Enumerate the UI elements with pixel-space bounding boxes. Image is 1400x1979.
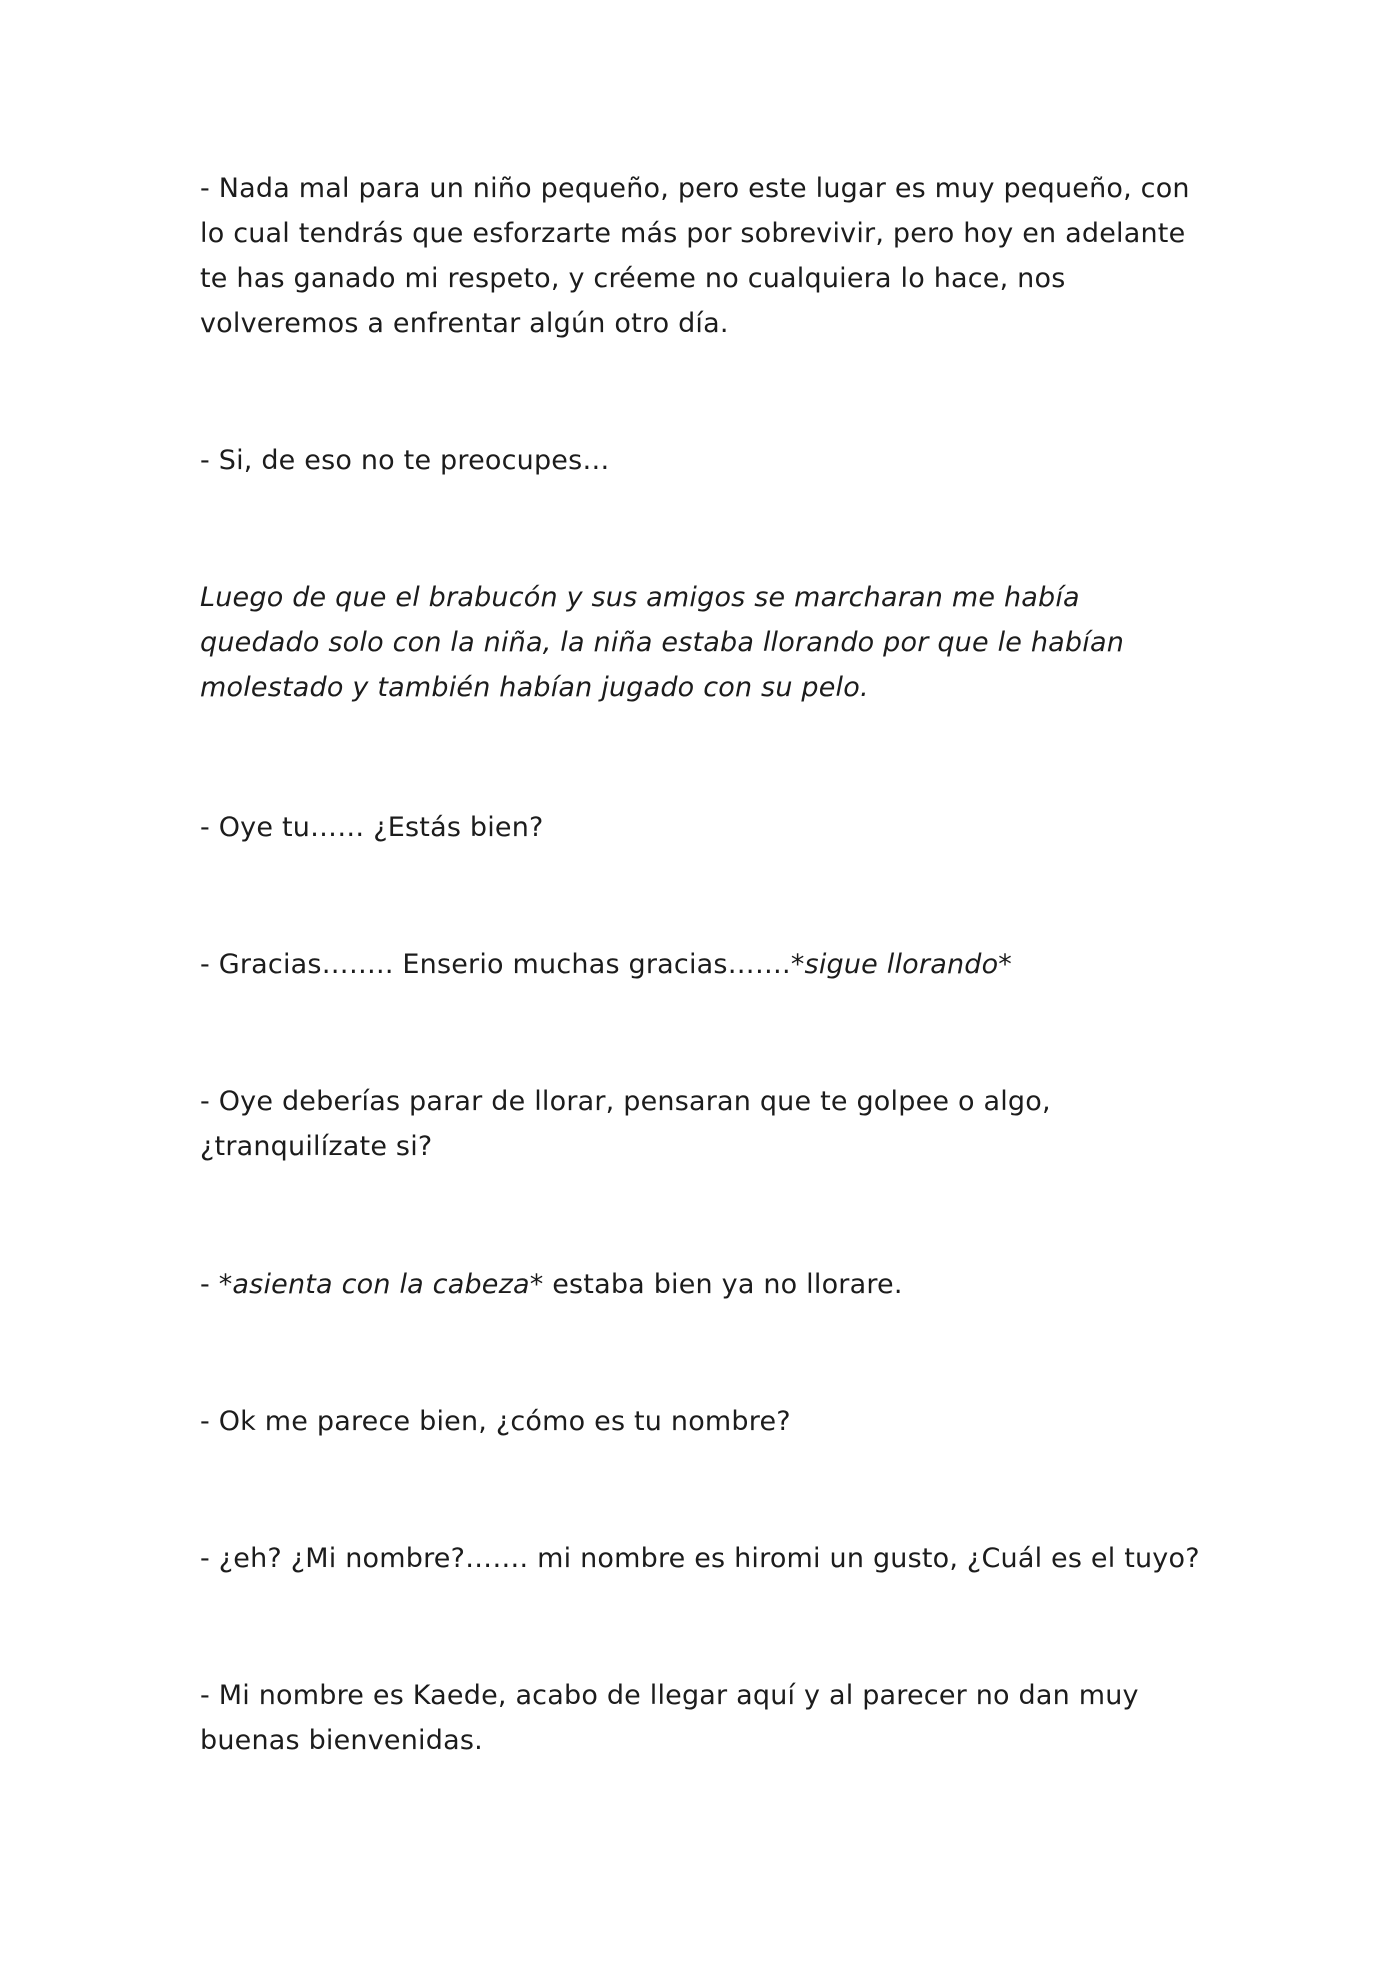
dialogue-text: - Gracias…….. Enserio muchas gracias…….: [200, 949, 791, 980]
dialogue-text: - Si, de eso no te preocupes…: [200, 445, 610, 476]
narration-text: Luego de que el brabucón y sus amigos se marcharan me había quedado solo con la niña, la niña estaba llorando por que le habían molestado y también habían jugado con su pelo.: [200, 582, 1125, 703]
dialogue-text: - Oye deberías parar de llorar, pensaran que te golpee o algo, ¿tranquilízate si?: [200, 1086, 1051, 1162]
stage-direction: *sigue llorando*: [790, 949, 1013, 980]
narration-paragraph: [200, 575, 1200, 710]
dialogue-text: estaba bien ya no llorare.: [543, 1269, 903, 1300]
stage-direction: *asienta con la cabeza*: [218, 1269, 544, 1300]
dialogue-paragraph-1: [200, 166, 1200, 346]
dialogue-text: - Oye tu…… ¿Estás bien?: [200, 812, 544, 843]
dialogue-text: - Ok me parece bien, ¿cómo es tu nombre?: [200, 1406, 791, 1437]
dialogue-paragraph-6: [200, 1262, 1200, 1307]
dialogue-paragraph-2: [200, 438, 1200, 483]
dialogue-paragraph-5: [200, 1079, 1200, 1169]
dialogue-text: - Mi nombre es Kaede, acabo de llegar aquí y al parecer no dan muy buenas bienvenidas.: [200, 1680, 1139, 1756]
dialogue-paragraph-9: [200, 1673, 1200, 1763]
dialogue-paragraph-7: [200, 1399, 1200, 1444]
dialogue-paragraph-8: [200, 1536, 1200, 1581]
dialogue-text: - ¿eh? ¿Mi nombre?……. mi nombre es hiromi un gusto, ¿Cuál es el tuyo?: [200, 1543, 1200, 1574]
dialogue-paragraph-3: [200, 805, 1200, 850]
dialogue-paragraph-4: [200, 942, 1200, 987]
dialogue-text: - Nada mal para un niño pequeño, pero este lugar es muy pequeño, con lo cual tendrás que esforzarte más por sobrevivir, pero hoy en adelante te has ganado mi respeto, y créeme no cualquiera lo hace, nos volveremos a enfrentar algún otro día.: [200, 173, 1190, 339]
dialogue-dash: -: [200, 1269, 219, 1300]
